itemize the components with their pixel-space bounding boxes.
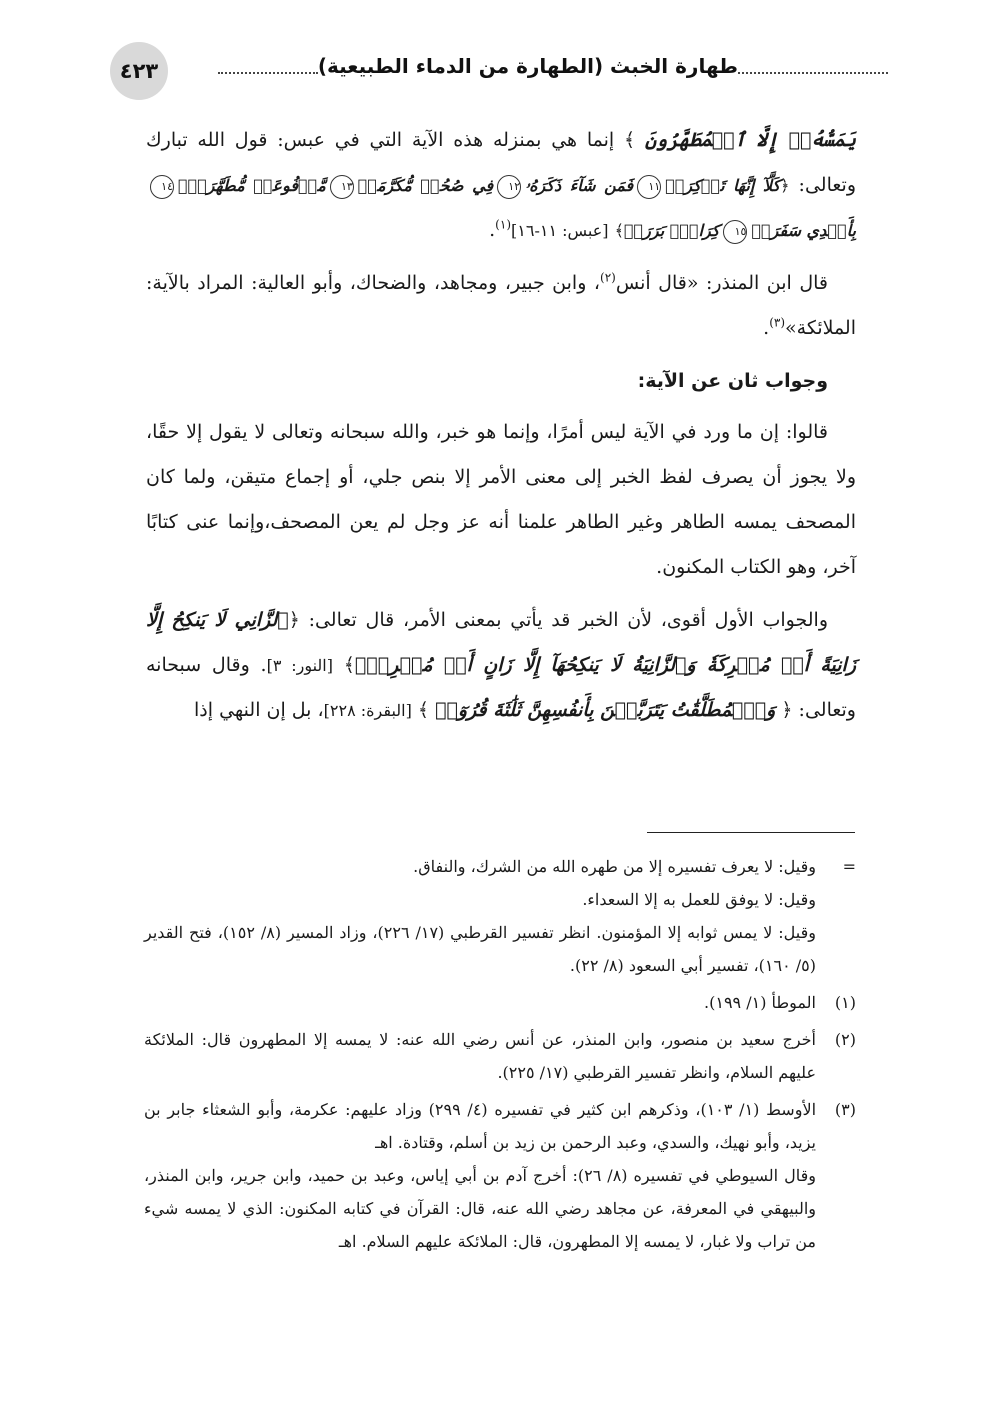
leader-dots-left <box>738 71 888 74</box>
paragraph-2-text-a: قال ابن المنذر: «قال أنس <box>615 272 828 294</box>
paragraph-2: قال ابن المنذر: «قال أنس$^{(٢)}$، وابن جبير، ومجاهد، والضحاك، وأبو العالية: المراد بالآية: الملائكة»$^{(٣)}$. <box>146 270 856 339</box>
quran-verse-baqara: وَٱلۡمُطَلَّقَٰتُ يَتَرَبَّصۡنَ بِأَنفُسِهِنَّ ثَلَٰثَةَ قُرُوٓءٖ <box>435 699 776 721</box>
ayah-number-marker: ١٤ <box>150 175 174 199</box>
footnote-marker: (٣) <box>834 1100 856 1119</box>
footnotes <box>144 850 856 1262</box>
main-text <box>146 118 856 741</box>
footnote-2 <box>144 1023 856 1089</box>
paragraph-4-text-c: ، بل إن النهي إذا <box>194 699 324 721</box>
running-title-text: طهارة الخبث (الطهارة من الدماء الطبيعية) <box>317 54 738 78</box>
footnote-ref-3: (٣) <box>769 315 786 330</box>
footnote-ref-2: (٢) <box>600 270 616 285</box>
paragraph-3: قالوا: إن ما ورد في الآية ليس أمرًا، وإنما هو خبر، والله سبحانه وتعالى لا يقول إلا حقًا، ولا يجوز أن يصرف لفظ الخبر إلى معنى الأمر إلا بنص جلي، أو إجماع متيقن، ولما كان المصحف يمسه الطاهر وغير الطاهر علمنا أنه عز وجل لم يعن المصحف،وإنما عنى كتابًا آخر، وهو الكتاب المكنون. <box>146 421 856 578</box>
footnote-marker: (٢) <box>834 1030 856 1049</box>
ayah-number-marker: ١١ <box>637 175 661 199</box>
quran-passage-abasa: ﴿كَلَّآ إِنَّهَا تَذۡكِرَةٞ١١فَمَن شَآءَ ذَكَرَهُۥ١٢فِي صُحُفٖ مُّكَرَّمَةٖ١٣مَّرۡفُوعَةٖ مُّطَهَّرَةِۭ١٤بِأَيۡدِي سَفَرَةٖ١٥كِرَامِۭ بَرَرَةٖ﴾ <box>146 176 856 240</box>
footnote-marker: = <box>842 857 856 876</box>
footnote-text: وقال السيوطي في تفسيره (٨/ ٢٦): أخرج آدم بن أبي إياس، وعبد بن حميد، وابن جرير، وابن المنذر، والبيهقي في المعرفة، عن مجاهد رضي الله عنه، قال: القرآن في كتابه المكنون: الذي لا يمسه شيء من تراب ولا غبار، لا يمسه إلا المطهرون، قال: الملائكة عليهم السلام. اهـ <box>144 1166 817 1251</box>
paragraph-1: يَمَسُّهُۥٓ إِلَّا ٱلۡمُطَهَّرُونَ ﴾ إنما هي بمنزله هذه الآية التي في عبس: قول الله تبارك وتعالى: ﴿كَلَّآ إِنَّهَا تَذۡكِرَةٞ١١فَمَن شَآءَ ذَكَرَهُۥ١٢فِي صُحُفٖ مُّكَرَّمَةٖ١٣مَّرۡفُوعَةٖ مُّطَهَّرَةِۭ١٤بِأَيۡدِي سَفَرَةٖ١٥كِرَامِۭ بَرَرَةٖ﴾ [عبس: ١١-١٦]$^{(١)}$. <box>146 118 856 253</box>
footnote-line: وقيل: لا يمس ثوابه إلا المؤمنون. انظر تفسير القرطبي (١٧/ ٢٢٦)، وزاد المسير (٨/ ١٥٢)، فتح القدير (٥/ ١٦٠)، تفسير أبي السعود (٨/ ٢٢). <box>144 923 816 975</box>
running-title <box>208 54 900 78</box>
footnote-marker: (١) <box>834 993 856 1012</box>
verse-citation-nur: [النور: ٣] <box>266 656 333 675</box>
paragraph-4-text-a: والجواب الأول أقوى، لأن الخبر قد يأتي بمعنى الأمر، قال تعالى: <box>299 609 828 631</box>
ayah-text: كَلَّآ إِنَّهَا تَذۡكِرَةٞ <box>665 176 781 195</box>
footnote-line: وقيل: لا يوفق للعمل به إلا السعداء. <box>582 890 816 909</box>
quran-verse-nur: ٱلزَّانِي لَا يَنكِحُ إِلَّا زَانِيَةً أَوۡ مُشۡرِكَةٗ وَٱلزَّانِيَةُ لَا يَنكِحُهَآ إِلَّا زَانٍ أَوۡ مُشۡرِكٞۚ <box>146 609 857 676</box>
paragraph-1-text: إنما هي بمنزله هذه الآية التي في عبس: قول الله تبارك وتعالى: <box>146 129 856 196</box>
footnote-3 <box>144 1093 856 1258</box>
ayah-text: مَّرۡفُوعَةٖ مُّطَهَّرَةِۭ <box>178 176 326 195</box>
quran-verse: يَمَسُّهُۥٓ إِلَّا ٱلۡمُطَهَّرُونَ <box>644 129 856 151</box>
verse-citation-baqara: [البقرة: ٢٢٨] <box>323 701 412 720</box>
ayah-text: بِأَيۡدِي سَفَرَةٖ <box>751 221 856 240</box>
paragraph-4: والجواب الأول أقوى، لأن الخبر قد يأتي بمعنى الأمر، قال تعالى: ﴿ٱلزَّانِي لَا يَنكِحُ إِلَّا زَانِيَةً أَوۡ مُشۡرِكَةٗ وَٱلزَّانِيَةُ لَا يَنكِحُهَآ إِلَّا زَانٍ أَوۡ مُشۡرِكٞۚ﴾ [النور: ٣]. وقال سبحانه وتعالى: ﴿ وَٱلۡمُطَلَّقَٰتُ يَتَرَبَّصۡنَ بِأَنفُسِهِنَّ ثَلَٰثَةَ قُرُوٓءٖ ﴾ [البقرة: ٢٢٨]، بل إن النهي إذا <box>146 609 857 721</box>
section-heading: وجواب ثان عن الآية: <box>637 370 828 392</box>
footnote-continuation <box>144 850 856 982</box>
ayah-text: فِي صُحُفٖ مُّكَرَّمَةٖ <box>357 176 494 195</box>
ayah-number-marker: ١٥ <box>723 220 747 244</box>
footnote-separator <box>647 832 855 833</box>
footnote-ref-1: (١) <box>495 217 511 232</box>
footnote-text: الموطأ (١/ ١٩٩). <box>704 993 816 1012</box>
verse-citation: [عبس: ١١-١٦] <box>511 221 609 240</box>
paragraph-4-text-b: . وقال سبحانه وتعالى: <box>146 654 856 721</box>
page-number-badge: ٤٢٣ <box>110 42 168 100</box>
ayah-number-marker: ١٢ <box>497 175 521 199</box>
ayah-text: كِرَامِۭ بَرَرَةٖ <box>623 221 720 240</box>
footnote-text: الأوسط (١/ ١٠٣)، وذكرهم ابن كثير في تفسيره (٤/ ٢٩٩) وزاد عليهم: عكرمة، وأبو الشعثاء جابر بن يزيد، وأبو نهيك، والسدي، وعبد الرحمن بن زيد بن أسلم، وقتادة. اهـ <box>144 1100 817 1152</box>
leader-dots-right <box>218 71 318 74</box>
ayah-number-marker: ١٣ <box>330 175 354 199</box>
page-header <box>110 42 900 102</box>
footnote-line: وقيل: لا يعرف تفسيره إلا من طهره الله من الشرك، والنفاق. <box>413 857 816 876</box>
footnote-1 <box>144 986 856 1019</box>
paragraph-2-text-b: ، وابن جبير، ومجاهد، والضحاك، وأبو العالية: المراد بالآية: الملائكة» <box>146 272 856 339</box>
ayah-text: فَمَن شَآءَ ذَكَرَهُۥ <box>525 176 634 195</box>
footnote-text: أخرج سعيد بن منصور، وابن المنذر، عن أنس رضي الله عنه: لا يمسه إلا المطهرون قال: الملائكة عليهم السلام، وانظر تفسير القرطبي (١٧/ ٢٢٥). <box>144 1030 816 1082</box>
